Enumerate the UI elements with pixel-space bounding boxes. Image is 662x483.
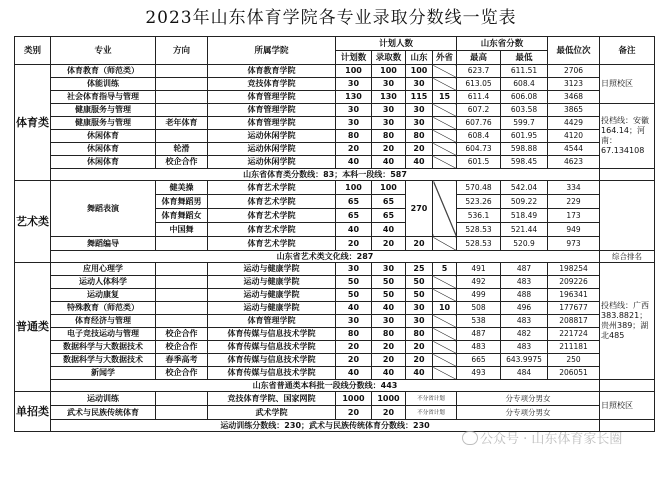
lowest-cell: 482: [501, 328, 548, 341]
header-plan: 计划人数: [336, 37, 457, 51]
group-label-sports: 体育类: [15, 65, 51, 181]
outside-cell: [433, 237, 457, 251]
college-cell: 运动与健康学院: [208, 289, 336, 302]
plan-cell: 130: [336, 91, 372, 104]
direction-cell: [156, 130, 208, 143]
arts-rank-note: 综合排名: [600, 251, 655, 263]
direction-cell: [156, 315, 208, 328]
plan-cell: 40: [336, 367, 372, 380]
shandong-cell: 20: [406, 143, 433, 156]
highest-cell: 493: [457, 367, 501, 380]
major-cell: 健康服务与管理: [51, 104, 156, 117]
admit-cell: 20: [372, 406, 406, 420]
plan-cell: 30: [336, 78, 372, 91]
lowest-cell: 521.44: [501, 223, 548, 237]
admit-cell: 20: [372, 237, 406, 251]
major-cell: 运动训练: [51, 392, 156, 406]
header-shandong: 山东: [406, 51, 433, 65]
outside-cell: [433, 315, 457, 328]
major-cell: 运动康复: [51, 289, 156, 302]
plan-cell: 80: [336, 328, 372, 341]
group-label-single: 单招类: [15, 392, 51, 432]
table-row: [15, 341, 655, 354]
shandong-cell: 不分省计划: [406, 392, 457, 406]
shandong-cell: 80: [406, 130, 433, 143]
header-score-group: 山东省分数: [457, 37, 548, 51]
plan-cell: 30: [336, 263, 372, 276]
college-cell: 体育艺术学院: [208, 223, 336, 237]
college-cell: 体育管理学院: [208, 91, 336, 104]
outside-cell: 5: [433, 263, 457, 276]
watermark-text: 公众号 · 山东体育家长圈: [480, 432, 623, 447]
rank-cell: 208817: [548, 315, 600, 328]
plan-cell: 20: [336, 354, 372, 367]
major-cell: 休闲体育: [51, 130, 156, 143]
arts-shandong-total: 270: [406, 181, 433, 237]
rank-cell: 3123: [548, 78, 600, 91]
table-header-row: [15, 37, 655, 51]
college-cell: 运动与健康学院: [208, 302, 336, 315]
major-cell: 特殊教育（师范类）: [51, 302, 156, 315]
college-cell: 运动休闲学院: [208, 156, 336, 169]
plan-cell: 100: [336, 65, 372, 78]
college-cell: 体育传媒与信息技术学院: [208, 328, 336, 341]
header-outside: 外省: [433, 51, 457, 65]
table-row: [15, 354, 655, 367]
highest-cell: 508: [457, 302, 501, 315]
plan-cell: 20: [336, 143, 372, 156]
direction-cell: [156, 263, 208, 276]
college-cell: 体育教育学院: [208, 65, 336, 78]
major-cell: 数据科学与大数据技术: [51, 354, 156, 367]
plan-cell: 30: [336, 315, 372, 328]
college-cell: 体育管理学院: [208, 315, 336, 328]
general-provincial-note: 投档线：广西383.8821；贵州389；湖北485: [600, 263, 655, 380]
highest-cell: 611.4: [457, 91, 501, 104]
college-cell: 运动与健康学院: [208, 263, 336, 276]
plan-cell: 65: [336, 195, 372, 209]
highest-cell: 665: [457, 354, 501, 367]
shandong-cell: 30: [406, 117, 433, 130]
header-plan-count: 计划数: [336, 51, 372, 65]
admit-cell: 30: [372, 315, 406, 328]
table-row: [15, 130, 655, 143]
lowest-cell: 542.04: [501, 181, 548, 195]
admit-cell: 80: [372, 328, 406, 341]
direction-cell: 春季高考: [156, 354, 208, 367]
rank-cell: 334: [548, 181, 600, 195]
header-major: 专业: [51, 37, 156, 65]
outside-cell: [433, 289, 457, 302]
shandong-cell: 80: [406, 328, 433, 341]
highest-cell: 483: [457, 341, 501, 354]
plan-cell: 100: [336, 181, 372, 195]
admit-cell: 1000: [372, 392, 406, 406]
college-cell: 体育传媒与信息技术学院: [208, 354, 336, 367]
rank-cell: 4120: [548, 130, 600, 143]
direction-cell: 校企合作: [156, 341, 208, 354]
shandong-cell: 40: [406, 367, 433, 380]
summary-row: [15, 420, 655, 432]
direction-cell: [156, 406, 208, 420]
plan-cell: 80: [336, 130, 372, 143]
major-cell: 健康服务与管理: [51, 117, 156, 130]
table-row: [15, 276, 655, 289]
plan-cell: 65: [336, 209, 372, 223]
direction-cell: 校企合作: [156, 328, 208, 341]
admit-cell: 40: [372, 156, 406, 169]
direction-cell: [156, 65, 208, 78]
highest-cell: 604.73: [457, 143, 501, 156]
single-summary: 运动训练分数线：230；武术与民族传统体育分数线：230: [51, 420, 600, 432]
direction-cell: 校企合作: [156, 367, 208, 380]
major-cell: 休闲体育: [51, 156, 156, 169]
lowest-cell: 599.7: [501, 117, 548, 130]
highest-cell: 487: [457, 328, 501, 341]
table-row: [15, 392, 655, 406]
lowest-cell: 603.58: [501, 104, 548, 117]
rank-cell: 173: [548, 209, 600, 223]
shandong-cell: 30: [406, 315, 433, 328]
table-row: [15, 181, 655, 195]
header-admit-count: 录取数: [372, 51, 406, 65]
direction-cell: 老年体育: [156, 117, 208, 130]
plan-cell: 40: [336, 156, 372, 169]
plan-cell: 1000: [336, 392, 372, 406]
college-cell: 武术学院: [208, 406, 336, 420]
shandong-cell: 115: [406, 91, 433, 104]
lowest-cell: 483: [501, 276, 548, 289]
header-highest: 最高: [457, 51, 501, 65]
college-cell: 体育艺术学院: [208, 181, 336, 195]
lowest-cell: 606.08: [501, 91, 548, 104]
highest-cell: 523.26: [457, 195, 501, 209]
highest-cell: 536.1: [457, 209, 501, 223]
rank-cell: 3865: [548, 104, 600, 117]
direction-cell: [156, 78, 208, 91]
college-cell: 体育管理学院: [208, 104, 336, 117]
college-cell: 体育管理学院: [208, 117, 336, 130]
major-cell: 运动人体科学: [51, 276, 156, 289]
wechat-icon: [462, 431, 478, 445]
group-label-general: 普通类: [15, 263, 51, 392]
highest-cell: 608.4: [457, 130, 501, 143]
rank-cell: 2706: [548, 65, 600, 78]
direction-cell: 中国舞: [156, 223, 208, 237]
general-summary: 山东省普通类本科批一段线分数线：443: [51, 380, 600, 392]
page-title: 2023年山东体育学院各专业录取分数线一览表: [145, 8, 517, 28]
plan-cell: 20: [336, 406, 372, 420]
highest-cell: 607.2: [457, 104, 501, 117]
major-cell: 数据科学与大数据技术: [51, 341, 156, 354]
rank-cell: 211181: [548, 341, 600, 354]
rank-cell: 206051: [548, 367, 600, 380]
lowest-cell: 518.49: [501, 209, 548, 223]
rank-cell: 209226: [548, 276, 600, 289]
table-row: [15, 315, 655, 328]
direction-cell: 轮滑: [156, 143, 208, 156]
outside-cell: [433, 328, 457, 341]
major-cell: 体育教育（师范类）: [51, 65, 156, 78]
rank-cell: 4623: [548, 156, 600, 169]
table-row: [15, 117, 655, 130]
summary-blank: [600, 380, 655, 392]
lowest-cell: 487: [501, 263, 548, 276]
highest-cell: 538: [457, 315, 501, 328]
arts-summary: 山东省艺术类文化线：287: [51, 251, 600, 263]
outside-cell: [433, 156, 457, 169]
plan-cell: 30: [336, 104, 372, 117]
highest-cell: 499: [457, 289, 501, 302]
highest-cell: 528.53: [457, 223, 501, 237]
shandong-cell: 50: [406, 289, 433, 302]
college-cell: 体育艺术学院: [208, 209, 336, 223]
outside-cell: [433, 65, 457, 78]
plan-cell: 20: [336, 341, 372, 354]
header-remarks: 备注: [600, 37, 655, 65]
direction-cell: 体育舞蹈女: [156, 209, 208, 223]
lowest-cell: 611.51: [501, 65, 548, 78]
shandong-cell: 30: [406, 302, 433, 315]
admit-cell: 65: [372, 209, 406, 223]
major-cell: 应用心理学: [51, 263, 156, 276]
lowest-cell: 598.45: [501, 156, 548, 169]
lowest-cell: 496: [501, 302, 548, 315]
lowest-cell: 643.9975: [501, 354, 548, 367]
highest-cell: 491: [457, 263, 501, 276]
score-table: [14, 36, 655, 432]
lowest-cell: 484: [501, 367, 548, 380]
admit-cell: 100: [372, 181, 406, 195]
direction-cell: [156, 276, 208, 289]
header-direction: 方向: [156, 37, 208, 65]
admit-cell: 20: [372, 341, 406, 354]
college-cell: 体育艺术学院: [208, 195, 336, 209]
outside-cell: [433, 367, 457, 380]
highest-cell: 601.5: [457, 156, 501, 169]
major-cell: 体育经济与管理: [51, 315, 156, 328]
direction-cell: [156, 392, 208, 406]
admit-cell: 50: [372, 276, 406, 289]
header-category: 类别: [15, 37, 51, 65]
admit-cell: 20: [372, 354, 406, 367]
direction-cell: [156, 91, 208, 104]
college-cell: 运动与健康学院: [208, 276, 336, 289]
admit-cell: 30: [372, 78, 406, 91]
plan-cell: 50: [336, 289, 372, 302]
outside-cell: [433, 117, 457, 130]
lowest-cell: 483: [501, 341, 548, 354]
college-cell: 运动休闲学院: [208, 143, 336, 156]
shandong-cell: 不分省计划: [406, 406, 457, 420]
major-cell: 武术与民族传统体育: [51, 406, 156, 420]
table-row: [15, 78, 655, 91]
group-label-arts: 艺术类: [15, 181, 51, 263]
outside-cell: [433, 104, 457, 117]
highest-cell: 607.76: [457, 117, 501, 130]
single-note-cell: 分专项分男女: [457, 406, 600, 420]
summary-blank: [600, 420, 655, 432]
shandong-cell: 30: [406, 104, 433, 117]
outside-cell: [433, 130, 457, 143]
highest-cell: 613.05: [457, 78, 501, 91]
highest-cell: 570.48: [457, 181, 501, 195]
college-cell: 运动休闲学院: [208, 130, 336, 143]
major-cell: 电子竞技运动与管理: [51, 328, 156, 341]
direction-cell: [156, 104, 208, 117]
table-row: [15, 367, 655, 380]
shandong-cell: 20: [406, 237, 433, 251]
highest-cell: 528.53: [457, 237, 501, 251]
rank-cell: 221724: [548, 328, 600, 341]
plan-cell: 50: [336, 276, 372, 289]
table-row: [15, 104, 655, 117]
lowest-cell: 488: [501, 289, 548, 302]
lowest-cell: 608.4: [501, 78, 548, 91]
admit-cell: 50: [372, 289, 406, 302]
table-row: [15, 263, 655, 276]
rank-cell: 196341: [548, 289, 600, 302]
table-row: [15, 143, 655, 156]
outside-cell: 10: [433, 302, 457, 315]
rank-cell: 177677: [548, 302, 600, 315]
college-cell: 体育传媒与信息技术学院: [208, 341, 336, 354]
single-note-cell: 分专项分男女: [457, 392, 600, 406]
direction-cell: 体育舞蹈男: [156, 195, 208, 209]
admit-cell: 100: [372, 65, 406, 78]
college-cell: 体育艺术学院: [208, 237, 336, 251]
lowest-cell: 483: [501, 315, 548, 328]
summary-row: [15, 380, 655, 392]
admit-cell: 30: [372, 104, 406, 117]
table-row: [15, 302, 655, 315]
rank-cell: 3468: [548, 91, 600, 104]
outside-cell: [433, 143, 457, 156]
header-lowest: 最低: [501, 51, 548, 65]
rank-cell: 250: [548, 354, 600, 367]
college-cell: 竞技体育学院、国家网院: [208, 392, 336, 406]
rank-cell: 198254: [548, 263, 600, 276]
shandong-cell: 100: [406, 65, 433, 78]
admit-cell: 130: [372, 91, 406, 104]
admit-cell: 30: [372, 263, 406, 276]
table-row: [15, 237, 655, 251]
single-campus-note: 日照校区: [600, 392, 655, 420]
summary-row: [15, 251, 655, 263]
table-row: [15, 289, 655, 302]
lowest-cell: 601.95: [501, 130, 548, 143]
rank-cell: 973: [548, 237, 600, 251]
plan-cell: 40: [336, 223, 372, 237]
table-row: [15, 406, 655, 420]
college-cell: 体育传媒与信息技术学院: [208, 367, 336, 380]
table-row: [15, 156, 655, 169]
plan-cell: 40: [336, 302, 372, 315]
summary-blank: [600, 169, 655, 181]
direction-cell: [156, 302, 208, 315]
lowest-cell: 509.22: [501, 195, 548, 209]
direction-cell: [156, 237, 208, 251]
major-cell: 舞蹈表演: [51, 181, 156, 237]
highest-cell: 492: [457, 276, 501, 289]
sports-campus-note: 日照校区: [600, 65, 655, 104]
shandong-cell: 20: [406, 341, 433, 354]
header-college: 所属学院: [208, 37, 336, 65]
plan-cell: 20: [336, 237, 372, 251]
rank-cell: 4544: [548, 143, 600, 156]
sports-summary: 山东省体育类分数线：83；本科一段线：587: [51, 169, 600, 181]
major-cell: 新闻学: [51, 367, 156, 380]
admit-cell: 65: [372, 195, 406, 209]
direction-cell: 健美操: [156, 181, 208, 195]
shandong-cell: 20: [406, 354, 433, 367]
highest-cell: 623.7: [457, 65, 501, 78]
shandong-cell: 25: [406, 263, 433, 276]
header-rank: 最低位次: [548, 37, 600, 65]
outside-cell: [433, 341, 457, 354]
summary-row: [15, 169, 655, 181]
table-row: [15, 65, 655, 78]
college-cell: 竞技体育学院: [208, 78, 336, 91]
rank-cell: 229: [548, 195, 600, 209]
table-row: [15, 91, 655, 104]
direction-cell: [156, 289, 208, 302]
outside-cell: [433, 354, 457, 367]
major-cell: 休闲体育: [51, 143, 156, 156]
plan-cell: 30: [336, 117, 372, 130]
admit-cell: 80: [372, 130, 406, 143]
direction-cell: 校企合作: [156, 156, 208, 169]
major-cell: 舞蹈编导: [51, 237, 156, 251]
admit-cell: 40: [372, 223, 406, 237]
admit-cell: 20: [372, 143, 406, 156]
outside-cell: [433, 78, 457, 91]
admit-cell: 40: [372, 302, 406, 315]
shandong-cell: 40: [406, 156, 433, 169]
lowest-cell: 598.88: [501, 143, 548, 156]
arts-note-blank: [600, 181, 655, 251]
outside-cell: [433, 276, 457, 289]
rank-cell: 4429: [548, 117, 600, 130]
admit-cell: 30: [372, 117, 406, 130]
lowest-cell: 520.9: [501, 237, 548, 251]
shandong-cell: 30: [406, 78, 433, 91]
shandong-cell: 50: [406, 276, 433, 289]
table-row: [15, 328, 655, 341]
sports-provincial-note: 投档线：安徽164.14；河南：67.134108: [600, 104, 655, 169]
admit-cell: 40: [372, 367, 406, 380]
outside-cell: [433, 181, 457, 237]
outside-cell: 15: [433, 91, 457, 104]
major-cell: 体能训练: [51, 78, 156, 91]
major-cell: 社会体育指导与管理: [51, 91, 156, 104]
rank-cell: 949: [548, 223, 600, 237]
